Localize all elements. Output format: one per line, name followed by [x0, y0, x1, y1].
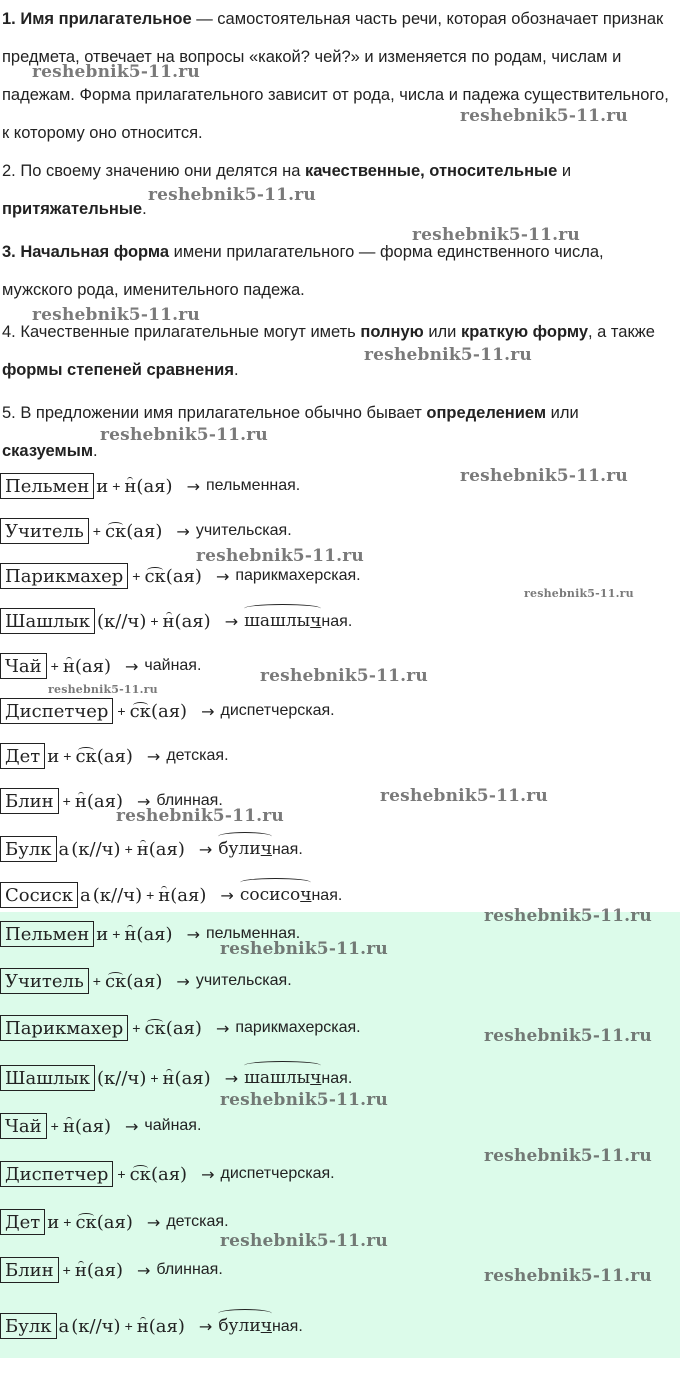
ending: (ая) — [165, 1017, 202, 1039]
arrow-icon: → — [198, 839, 213, 859]
arrow-icon: → — [176, 521, 190, 541]
word-formation-row — [0, 606, 352, 636]
root-box: Парикмахер — [0, 563, 128, 589]
suffix: ск — [144, 565, 166, 587]
paragraph-2: 2. По своему значению они делятся на качественные, относительные и притяжательные. — [2, 162, 572, 218]
root-box: Чай — [0, 653, 47, 679]
paragraph-3: 3. Начальная форма имени прилагательного — форма единственного числа, мужского рода, именительного падежа. — [2, 243, 604, 299]
ending: (ая) — [126, 520, 163, 542]
plus-sign: + — [150, 613, 159, 629]
sound-alternation: (к//ч) — [92, 884, 143, 906]
ending: (ая) — [86, 1259, 123, 1281]
ending: (ая) — [165, 565, 202, 587]
result-text: пельменная. — [205, 925, 301, 942]
word-formation-row — [0, 1111, 201, 1141]
ending: (ая) — [126, 970, 163, 992]
word-formation-row — [0, 834, 303, 864]
arrow-icon: → — [186, 924, 200, 944]
plus-sign: + — [50, 658, 59, 674]
arrow-icon: → — [198, 1316, 213, 1336]
ending: (ая) — [174, 1067, 211, 1089]
word-ending-letter: и — [96, 475, 109, 497]
suffix: н — [74, 1259, 87, 1281]
plus-sign: + — [150, 1070, 159, 1086]
plus-sign: + — [50, 1118, 59, 1134]
arrow-icon: → — [124, 656, 139, 676]
plus-sign: + — [92, 973, 101, 989]
result-text: парикмахерская. — [235, 567, 361, 584]
result-text: блинная. — [156, 1261, 223, 1278]
word-ending-letter: а — [80, 884, 91, 906]
plus-sign: + — [62, 793, 71, 809]
result-word — [196, 972, 292, 990]
suffix: н — [162, 1067, 175, 1089]
result-root: шашлыч — [244, 1068, 322, 1088]
root-box: Шашлык — [0, 1065, 95, 1091]
word-ending-letter: и — [47, 1211, 60, 1233]
suffix: н — [62, 655, 75, 677]
watermark-text: reshebnik5-11.ru — [460, 466, 628, 486]
watermark-text: reshebnik5-11.ru — [100, 425, 268, 445]
result-word — [235, 1019, 360, 1037]
watermark-text: reshebnik5-11.ru — [484, 1146, 652, 1166]
paragraph-4: 4. Качественные прилагательные могут иметь полную или краткую форму, а также формы степеней сравнения. — [2, 323, 655, 379]
word-ending-letter: а — [58, 1315, 70, 1337]
root-box: Пельмен — [0, 473, 94, 499]
ending: (ая) — [136, 923, 173, 945]
result-text: парикмахерская. — [235, 1019, 361, 1036]
suffix: н — [124, 475, 137, 497]
watermark-text: reshebnik5-11.ru — [220, 1090, 388, 1110]
ending: (ая) — [150, 1163, 188, 1185]
word-formation-row — [0, 1311, 303, 1341]
suffix: ск — [104, 520, 127, 542]
arrow-icon: → — [224, 1068, 239, 1088]
suffix: ск — [144, 1017, 166, 1039]
suffix: ск — [104, 970, 127, 992]
plus-sign: + — [132, 1020, 141, 1036]
suffix: н — [136, 1315, 149, 1337]
word-formation-row — [0, 1063, 352, 1093]
arrow-icon: → — [146, 746, 161, 766]
result-text: детская. — [166, 1213, 229, 1230]
result-text: пельменная. — [205, 477, 301, 494]
result-text: детская. — [166, 747, 229, 764]
root-box: Дет — [0, 1209, 45, 1235]
result-word — [144, 1117, 201, 1135]
suffix: ск — [129, 1163, 151, 1185]
suffix: н — [124, 923, 137, 945]
arrow-icon: → — [201, 701, 215, 721]
root-box: Парикмахер — [0, 1015, 128, 1041]
watermark-text: reshebnik5-11.ru — [48, 683, 158, 696]
ending: (ая) — [136, 475, 173, 497]
ending: (ая) — [74, 1115, 111, 1137]
ending: (ая) — [148, 838, 185, 860]
alternating-letter: ч — [260, 1316, 272, 1336]
root-box: Учитель — [0, 518, 89, 544]
watermark-text: reshebnik5-11.ru — [524, 587, 634, 600]
result-text: учительская. — [195, 972, 292, 989]
watermark-text: reshebnik5-11.ru — [460, 106, 628, 126]
ending: (ая) — [150, 700, 188, 722]
sound-alternation: (к//ч) — [71, 838, 121, 860]
result-word — [218, 839, 302, 859]
result-root: булич — [218, 1316, 272, 1336]
watermark-text: reshebnik5-11.ru — [380, 786, 548, 806]
result-text: чайная. — [144, 1117, 202, 1134]
suffix: ск — [75, 745, 97, 767]
suffix: н — [158, 884, 171, 906]
word-formation-row — [0, 516, 292, 546]
word-ending-letter: а — [58, 838, 70, 860]
arrow-icon: → — [136, 1260, 151, 1280]
watermark-text: reshebnik5-11.ru — [484, 1026, 652, 1046]
plus-sign: + — [117, 703, 126, 719]
arrow-icon: → — [201, 1164, 215, 1184]
plus-sign: + — [62, 1262, 71, 1278]
suffix: н — [62, 1115, 75, 1137]
result-suffix-ending: ная. — [321, 613, 353, 630]
result-word — [220, 1165, 334, 1183]
plus-sign: + — [92, 523, 101, 539]
word-formation-row — [0, 966, 292, 996]
word-formation-row — [0, 471, 300, 501]
suffix: н — [162, 610, 175, 632]
result-text: учительская. — [195, 522, 292, 539]
result-root: шашлыч — [244, 611, 322, 631]
watermark-text: reshebnik5-11.ru — [196, 546, 364, 566]
root-box: Чай — [0, 1113, 47, 1139]
plus-sign: + — [146, 887, 155, 903]
watermark-text: reshebnik5-11.ru — [484, 1266, 652, 1286]
plus-sign: + — [63, 748, 72, 764]
alternating-letter: ч — [310, 611, 322, 631]
ending: (ая) — [74, 655, 111, 677]
word-ending-letter: и — [96, 923, 109, 945]
root-box: Диспетчер — [0, 1161, 113, 1187]
plus-sign: + — [112, 478, 121, 494]
result-word — [206, 477, 300, 495]
suffix: н — [74, 790, 87, 812]
watermark-text: reshebnik5-11.ru — [260, 666, 428, 686]
watermark-text: reshebnik5-11.ru — [220, 1231, 388, 1251]
result-word — [244, 611, 352, 631]
arrow-icon: → — [136, 791, 151, 811]
ending: (ая) — [96, 745, 133, 767]
result-suffix-ending: ная. — [321, 1070, 353, 1087]
word-formation-row — [0, 1255, 223, 1285]
watermark-text: reshebnik5-11.ru — [364, 345, 532, 365]
arrow-icon: → — [215, 566, 230, 586]
sound-alternation: (к//ч) — [71, 1315, 121, 1337]
watermark-text: reshebnik5-11.ru — [220, 939, 388, 959]
result-word — [240, 885, 342, 905]
arrow-icon: → — [146, 1212, 161, 1232]
result-suffix-ending: ная. — [271, 1318, 303, 1335]
result-word — [166, 1213, 228, 1231]
result-text: блинная. — [156, 792, 223, 809]
root-box: Блин — [0, 1257, 59, 1283]
word-formation-row — [0, 1159, 335, 1189]
word-formation-row — [0, 741, 229, 771]
root-box: Дет — [0, 743, 45, 769]
alternating-letter: ч — [300, 885, 312, 905]
ending: (ая) — [148, 1315, 185, 1337]
sound-alternation: (к//ч) — [97, 610, 147, 632]
root-box: Сосиск — [0, 882, 78, 908]
root-box: Пельмен — [0, 921, 94, 947]
ending: (ая) — [174, 610, 211, 632]
result-word — [144, 657, 201, 675]
root-box: Булк — [0, 1313, 57, 1339]
suffix: н — [136, 838, 149, 860]
result-word — [166, 747, 228, 765]
arrow-icon: → — [124, 1116, 139, 1136]
root-box: Блин — [0, 788, 59, 814]
arrow-icon: → — [220, 885, 234, 905]
result-word — [235, 567, 360, 585]
root-box: Учитель — [0, 968, 89, 994]
result-root: булич — [218, 839, 272, 859]
result-text: диспетчерская. — [220, 702, 335, 719]
result-word — [218, 1316, 302, 1336]
plus-sign: + — [132, 568, 141, 584]
word-formation-row — [0, 696, 335, 726]
alternating-letter: ч — [310, 1068, 322, 1088]
result-word — [220, 702, 334, 720]
result-suffix-ending: ная. — [271, 841, 303, 858]
word-formation-row — [0, 880, 342, 910]
watermark-text: reshebnik5-11.ru — [484, 906, 652, 926]
arrow-icon: → — [224, 611, 239, 631]
arrow-icon: → — [186, 476, 200, 496]
word-formation-row — [0, 651, 201, 681]
result-word — [156, 1261, 222, 1279]
root-box: Диспетчер — [0, 698, 113, 724]
watermark-text: reshebnik5-11.ru — [412, 225, 580, 245]
word-ending-letter: и — [47, 745, 60, 767]
word-formation-row — [0, 1207, 229, 1237]
plus-sign: + — [124, 1318, 133, 1334]
plus-sign: + — [117, 1166, 126, 1182]
ending: (ая) — [170, 884, 207, 906]
paragraph-1: 1. Имя прилагательное — самостоятельная часть речи, которая обозначает признак предмета, отвечает на вопросы «какой? чей?» и изменяется по родам, числам и падежам. Форма прилагательного зависит от рода, числа и падежа существительного, к которому оно относится. — [2, 10, 669, 142]
plus-sign: + — [112, 926, 121, 942]
root-box: Булк — [0, 836, 57, 862]
paragraph-5: 5. В предложении имя прилагательное обычно бывает определением или сказуемым. — [2, 404, 579, 460]
watermark-text: reshebnik5-11.ru — [148, 185, 316, 205]
result-text: диспетчерская. — [220, 1165, 335, 1182]
suffix: ск — [129, 700, 151, 722]
ending: (ая) — [86, 790, 123, 812]
suffix: ск — [75, 1211, 97, 1233]
watermark-text: reshebnik5-11.ru — [32, 305, 200, 325]
plus-sign: + — [63, 1214, 72, 1230]
arrow-icon: → — [215, 1018, 230, 1038]
arrow-icon: → — [176, 971, 190, 991]
watermark-text: reshebnik5-11.ru — [32, 62, 200, 82]
root-box: Шашлык — [0, 608, 95, 634]
result-root: сосисоч — [239, 885, 312, 905]
result-word — [196, 522, 292, 540]
word-formation-row — [0, 1013, 361, 1043]
ending: (ая) — [96, 1211, 133, 1233]
result-word — [244, 1068, 352, 1088]
alternating-letter: ч — [260, 839, 272, 859]
sound-alternation: (к//ч) — [97, 1067, 147, 1089]
result-suffix-ending: ная. — [311, 887, 343, 904]
watermark-text: reshebnik5-11.ru — [116, 806, 284, 826]
plus-sign: + — [124, 841, 133, 857]
result-text: чайная. — [144, 657, 202, 674]
